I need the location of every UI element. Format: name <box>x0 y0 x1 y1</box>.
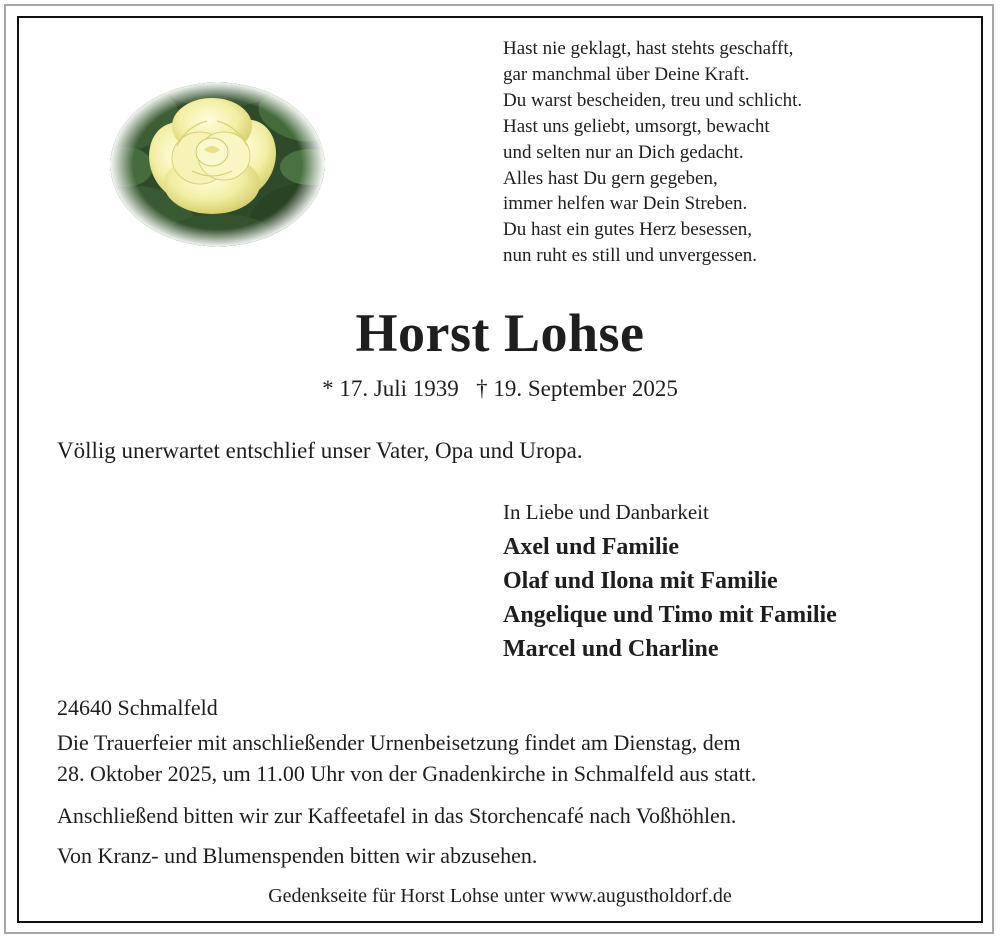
family-member: Marcel und Charline <box>503 636 719 662</box>
birth-date: * 17. Juli 1939 <box>322 376 459 401</box>
intro-text: Völlig unerwartet entschlief unser Vater, Opa und Uropa. <box>57 438 583 463</box>
memorial-page-note: Gedenkseite für Horst Lohse unter www.augustholdorf.de <box>268 885 732 907</box>
poem <box>503 36 923 269</box>
signoff-text: In Liebe und Danbarkeit <box>503 500 709 524</box>
funeral-line-1: Die Trauerfeier mit anschließender Urnenbeisetzung findet am Dienstag, dem <box>57 730 741 755</box>
family-list <box>503 530 837 666</box>
poem-line: Du warst bescheiden, treu und schlicht. <box>503 89 803 111</box>
no-flowers-note: Von Kranz- und Blumenspenden bitten wir abzusehen. <box>57 843 538 868</box>
funeral-line-2: 28. Oktober 2025, um 11.00 Uhr von der Gnadenkirche in Schmalfeld aus statt. <box>57 761 757 786</box>
yellow-rose-icon <box>110 82 325 247</box>
family-member: Axel und Familie <box>503 534 680 560</box>
poem-line: Du hast ein gutes Herz besessen, <box>503 219 753 241</box>
funeral-info <box>57 727 957 789</box>
family-member: Angelique und Timo mit Familie <box>503 602 837 628</box>
poem-line: gar manchmal über Deine Kraft. <box>503 63 750 85</box>
deceased-name: Horst Lohse <box>355 303 645 363</box>
poem-line: und selten nur an Dich gedacht. <box>503 141 744 163</box>
life-dates <box>0 374 1000 404</box>
poem-line: nun ruht es still und unvergessen. <box>503 245 758 267</box>
death-date: † 19. September 2025 <box>476 376 678 401</box>
poem-line: immer helfen war Dein Streben. <box>503 193 748 215</box>
coffee-info: Anschließend bitten wir zur Kaffeetafel in das Storchencafé nach Voßhöhlen. <box>57 803 737 828</box>
poem-line: Hast uns geliebt, umsorgt, bewacht <box>503 115 770 137</box>
location-text: 24640 Schmalfeld <box>57 695 218 720</box>
family-member: Olaf und Ilona mit Familie <box>503 568 778 594</box>
poem-line: Hast nie geklagt, hast stehts geschafft, <box>503 38 794 59</box>
poem-line: Alles hast Du gern gegeben, <box>503 167 718 189</box>
